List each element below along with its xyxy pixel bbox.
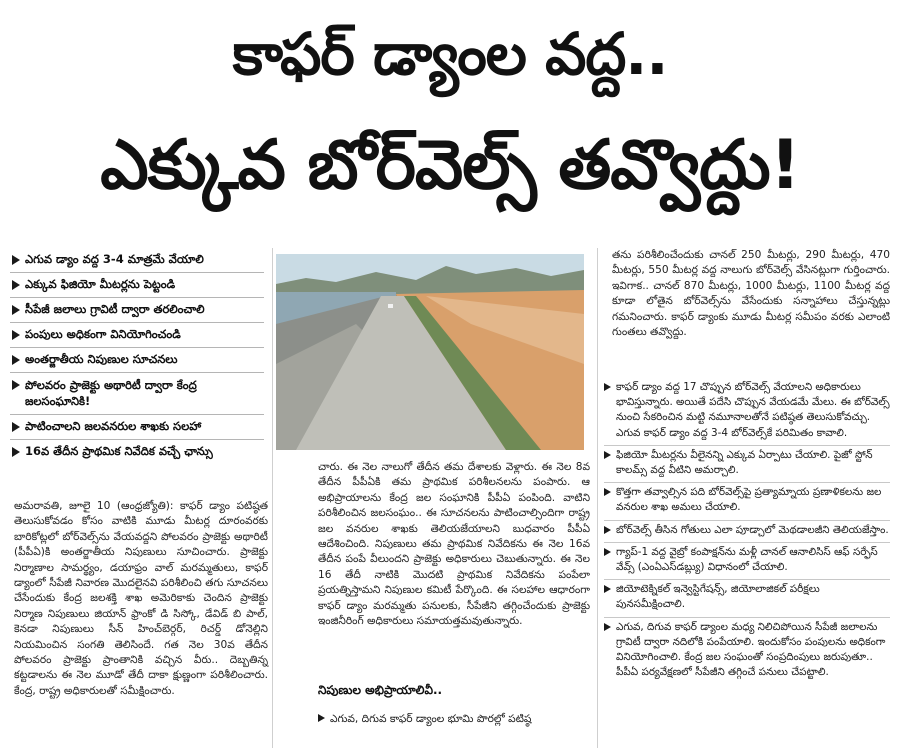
arrow-icon <box>604 585 611 593</box>
article-paragraph: తను పరిశీలించేందుకు చానల్ 250 మీటర్లు, 290 మీటర్లు, 470 మీటర్లు, 550 మీటర్ల వద్ద నాలుగు బోర్‌వెల్స్ వేసినట్లుగా గుర్తించారు. ఇవిగాక.. చానల్ 870 మీటర్లు, 1000 మీటర్లు, 1100 మీటర్ల వద్ద కూడా లోతైన బోర్‌వెల్స్‌ను వేసేందుకు సన్నాహాలు చేస్తున్నట్లు గమనించారు. కాఫర్ డ్యాంకు మూడు మీటర్ల సమీపం వరకు ఎలాంటి గుంతలు తవ్వొద్దు. <box>612 249 890 339</box>
highlight-text: ఎగువ డ్యాం వద్ద 3-4 మాత్రమే వేయాలి <box>25 252 204 266</box>
opinion-text: జియోటెక్నికల్ ఇన్వెస్టిగేషన్స్, జియోలాజికల్ పరీక్షలు పునసమీక్షించాలి. <box>616 583 820 611</box>
highlight-text: పంపులు అధికంగా వినియోగించండి <box>25 327 181 341</box>
arrow-icon <box>604 623 611 631</box>
headline-line-2: ఎక్కువ బోర్‌వెల్స్ తవ్వొద్దు! <box>100 126 800 205</box>
opinion-text: బోర్‌వెల్స్ తీసిన గోతులు ఎలా పూడ్చాలో మెథడాలజీని తెలియజేస్తాం. <box>616 523 889 536</box>
opinion-item <box>604 543 890 580</box>
arrow-icon <box>604 451 611 459</box>
article-column-2 <box>318 460 590 629</box>
arrow-icon <box>12 330 20 340</box>
arrow-icon <box>318 714 325 722</box>
highlight-item <box>10 373 264 415</box>
highlight-text: పాటించాలని జలవనరుల శాఖకు సలహా <box>25 419 202 433</box>
opinion-item <box>604 618 890 685</box>
article-column-1 <box>14 499 268 699</box>
arrow-icon <box>12 422 20 432</box>
article-column-3 <box>612 248 890 340</box>
highlight-text: ఎక్కువ ఫిజియో మీటర్లను పెట్టండి <box>25 277 176 291</box>
article-paragraph: చారు. ఈ నెల నాలుగో తేదీన తమ దేశాలకు వెళ్లారు. ఈ నెల 8వ తేదీన పీపీఏకి తమ ప్రాథమిక పరిశీలనలను పంపారు. ఆ అభిప్రాయాలను కేంద్ర జల సంఘానికి పీపీఏ పంపింది. వాటిని పరిశీలించిన జలసంఘం.. ఈ సూచనలను పాటించాల్సిందిగా రాష్ట్ర జల వనరుల శాఖకు తెలియజేయాలని బుధవారం పీపీఏ ఆదేశించింది. నిపుణులు తమ ప్రాథమిక నివేదికను ఈ నెల 16వ తేదీన పంపే వీలుందని ప్రాజెక్టు అధికారులు చెబుతున్నారు. ఈ నెల 16 తేదీ నాటికి మొదటి ప్రాథమిక నివేదికను పంపేలా ప్రయత్నిస్తామని నిపుణుల కమిటీ పేర్కొంది. ఈ సలహాల ఆధారంగా కాఫర్ డ్యాం మరమ్మతు పనులకు, సీపేజీని తగ్గించేందుకు ప్రాజెక్టు ఇంజినీరింగ్ అధికారులు సమాయత్తమవుతున్నారు. <box>318 461 590 628</box>
highlight-item <box>10 348 264 373</box>
column-divider <box>597 248 598 748</box>
highlight-text: పోలవరం ప్రాజెక్టు అథారిటీ ద్వారా కేంద్ర జలసంఘానికి! <box>25 378 197 408</box>
opinion-text: గ్యాప్-1 వద్ద వైబ్రో కంపాక్షన్‌ను మళ్లీ చానల్ ఆనాలిసిస్ ఆఫ్ సర్ఫేస్ వేవ్స్ (ఎంఏఎస్‌డబ్ల్యు) విధానంలో చేయాలి. <box>616 545 878 574</box>
opinion-text: ఎగువ, దిగువ కాఫర్ డ్యాంల మధ్య నిలిచిపోయిన సీపేజీ జలాలను గ్రావిటీ ద్వారా నదిలోకి పంపేయాలి. ఇందుకోసం పంపులను అధికంగా వినియోగించాలి. కేంద్ర జల సంఘంతో సంప్రదింపులు జరుపుతూ.. పీపీఏ పర్యవేక్షణలో సీపేజీని తగ్గించే పనులు చేపట్టాలి. <box>616 620 886 679</box>
highlights-list <box>10 248 264 464</box>
opinion-text: ఫిజియో మీటర్లను వీలైనన్ని ఎక్కువ ఏర్పాటు చేయాలి. పైజో స్టోన్ కాలమ్స్ వద్ద వీటిని అమర్చాలి. <box>616 448 873 477</box>
opinion-text: కొత్తగా తవ్వాల్సిన పది బోర్‌వెల్స్‌పై ప్రత్యామ్నాయ ప్రణాళికలను జల వనరుల శాఖ అమలు చేయాలి. <box>616 486 882 514</box>
arrow-icon <box>12 280 20 290</box>
arrow-icon <box>604 488 611 496</box>
opinion-item <box>604 483 890 520</box>
article-paragraph: అమరావతి, జూలై 10 (ఆంధ్రజ్యోతి): కాఫర్ డ్యాం పటిష్ఠత తెలుసుకోవడం కోసం వాటికి మూడు మీటర్ల దూరంవరకు బారికోట్లలో బోర్‌వెల్స్‌ను వేయవద్దని పోలవరం ప్రాజెక్టు అథారిటీ (పీపీఏ)కి అంతర్జాతీయ నిపుణులు సూచించారు. ప్రాజెక్టు నిర్మాణాల సామర్థ్యం, డయాఫ్రం వాల్ మరమ్మతులు, కాఫర్ డ్యాంలో సీపేజీ నివారణ మొదలైనవి పరిశీలించి తగు సూచనలు చేసేందుకు కేంద్ర జలశక్తి శాఖ అమెరికాకు చెందిన ప్రాజెక్టు నిర్మాణ నిపుణులు జియాన్ ఫ్రాంకో డి సిస్కో, డేవిడ్ బి పాల్, కెనడా నిపుణులు సీన్ హించ్‌బెర్గర్, రిచర్డ్ డోనెల్లిని నియమించిన సంగతి తెలిసిందే. గత నెల 30వ తేదీన పోలవరం ప్రాజెక్టు ప్రాంతానికి వచ్చిన వీరు.. దెబ్బతిన్న కట్టడాలను ఈ నెల మూడో తేదీ దాకా క్షుణ్ణంగా పరిశీలించారు. కేంద్ర, రాష్ట్ర అధికారులతో సమీక్షించారు. <box>14 500 268 697</box>
highlight-text: సీపేజీ జలాలు గ్రావిటీ ద్వారా తరలించాలి <box>25 302 205 316</box>
headline-line-1: కాఫర్ డ్యాంల వద్ద.. <box>232 20 668 88</box>
opinion-item <box>604 378 890 446</box>
section-subhead: నిపుణుల అభిప్రాయాలివీ.. <box>318 683 443 697</box>
arrow-icon <box>12 355 20 365</box>
expert-opinions-list <box>604 378 890 684</box>
highlight-item <box>10 248 264 273</box>
arrow-icon <box>604 383 611 391</box>
opinion-item <box>604 521 890 543</box>
arrow-icon <box>12 305 20 315</box>
arrow-icon <box>12 255 20 265</box>
photo-illustration <box>276 254 584 450</box>
arrow-icon <box>12 447 20 457</box>
dam-road-photo <box>276 254 584 450</box>
column-divider <box>272 248 273 748</box>
highlight-text: 16వ తేదీన ప్రాథమిక నివేదిక వచ్చే ఛాన్సు <box>25 444 213 458</box>
highlight-item <box>10 298 264 323</box>
opinion-item <box>604 446 890 483</box>
arrow-icon <box>12 380 20 390</box>
highlight-item <box>10 440 264 464</box>
highlight-item <box>10 273 264 298</box>
tail-text: ఎగువ, దిగువ కాఫర్ డ్యాంల భూమి పొరల్లో పటిష్ఠ <box>330 713 532 725</box>
opinion-text: కాఫర్ డ్యాం వద్ద 17 చొప్పున బోర్‌వెల్స్ వేయాలని అధికారులు భావిస్తున్నారు. అయితే పదేసి చొప్పున వేయడమే మేలు. ఈ బోర్‌వెల్స్ నుంచి సేకరించిన మట్టి నమూనాలతోనే పటిష్ఠత తెలుసుకోవచ్చు. ఎగువ కాఫర్ డ్యాం వద్ద 3-4 బోర్‌వెల్స్‌కే పరిమితం కావాలి. <box>616 381 890 439</box>
highlight-item <box>10 323 264 348</box>
highlight-text: అంతర్జాతీయ నిపుణుల సూచనలు <box>25 352 178 366</box>
opinion-item <box>604 580 890 617</box>
highlight-item <box>10 415 264 440</box>
arrow-icon <box>604 548 611 556</box>
arrow-icon <box>604 526 611 534</box>
article-tail <box>318 712 590 727</box>
